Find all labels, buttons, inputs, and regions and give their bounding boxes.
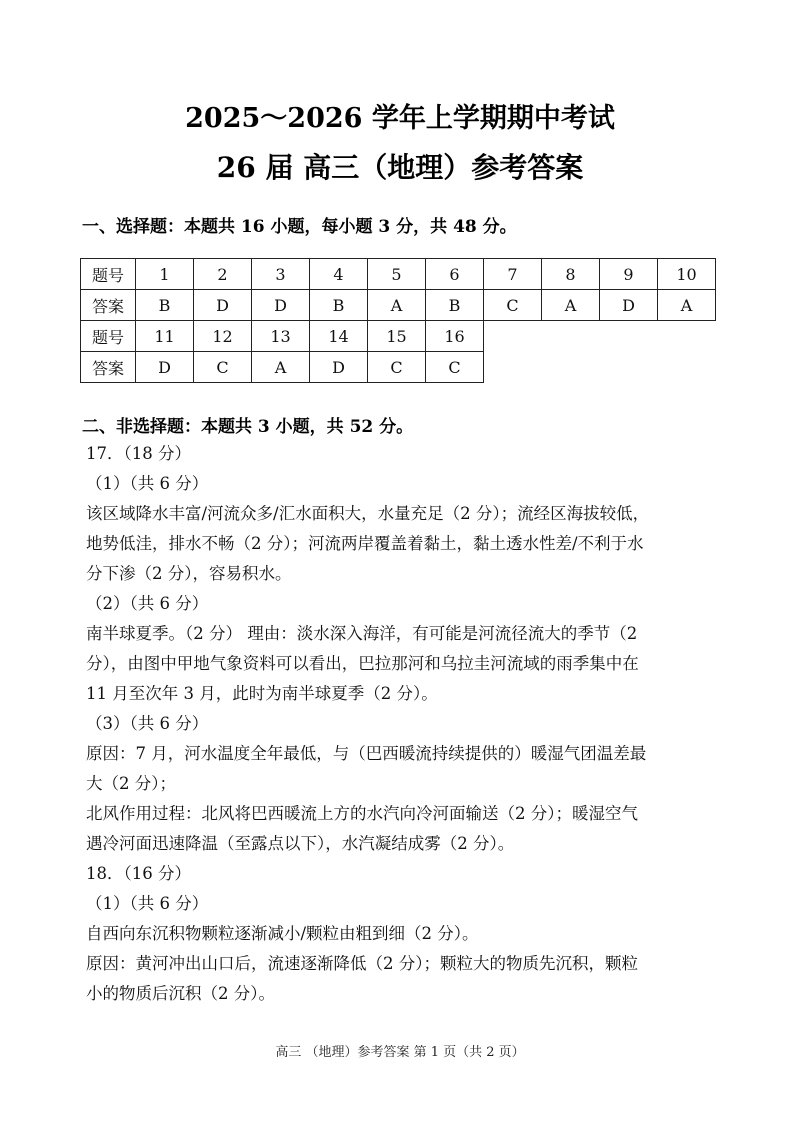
- answer-cell: A: [368, 290, 426, 321]
- answer-text-line: 小的物质后沉积（2 分）。: [86, 984, 275, 1003]
- answer-cell: C: [368, 352, 426, 383]
- question-number-cell: 11: [136, 321, 194, 352]
- page-footer: 高三 （地理）参考答案 第 1 页（共 2 页）: [275, 1045, 525, 1060]
- subquestion-heading: （3）（共 6 分）: [86, 714, 209, 733]
- answer-text-line: 11 月至次年 3 月，此时为南半球夏季（2 分）。: [86, 684, 438, 703]
- question-number-cell: 5: [368, 259, 426, 290]
- answer-row: [81, 352, 484, 383]
- section2-heading: 二、非选择题：本题共 3 小题，共 52 分。: [82, 417, 414, 437]
- question-number-cell: 10: [658, 259, 716, 290]
- answer-cell: D: [194, 290, 252, 321]
- question-number-cell: 7: [484, 259, 542, 290]
- answer-row: [81, 290, 716, 321]
- answer-cell: B: [136, 290, 194, 321]
- answer-cell: B: [310, 290, 368, 321]
- row-label-question: 题号: [81, 321, 136, 352]
- question-number-cell: 6: [426, 259, 484, 290]
- answer-cell: A: [658, 290, 716, 321]
- subquestion-heading: （1）（共 6 分）: [86, 474, 209, 493]
- row-label-answer: 答案: [81, 352, 136, 383]
- answer-text-line: 原因：黄河冲出山口后，流速逐渐降低（2 分）；颗粒大的物质先沉积，颗粒: [86, 954, 638, 973]
- question-number-cell: 15: [368, 321, 426, 352]
- answer-text-line: 北风作用过程：北风将巴西暖流上方的水汽向冷河面输送（2 分）；暖湿空气: [86, 804, 638, 823]
- page-title-line2: 26 届 高三（地理）参考答案: [216, 151, 584, 184]
- answer-cell: C: [194, 352, 252, 383]
- answer-table-2: [80, 320, 484, 383]
- subquestion-heading: （1）（共 6 分）: [86, 894, 209, 913]
- answer-cell: D: [252, 290, 310, 321]
- answer-text-line: 自西向东沉积物颗粒逐渐减小/颗粒由粗到细（2 分）。: [86, 924, 479, 943]
- row-label-answer: 答案: [81, 290, 136, 321]
- answer-table-1: [80, 258, 716, 321]
- answer-text-line: 大（2 分）；: [86, 774, 176, 793]
- question-number-cell: 3: [252, 259, 310, 290]
- answer-cell: A: [542, 290, 600, 321]
- answer-text-line: 分下渗（2 分），容易积水。: [86, 564, 292, 583]
- answer-cell: A: [252, 352, 310, 383]
- answer-text-line: 原因：7 月，河水温度全年最低，与（巴西暖流持续提供的）暖湿气团温差最: [86, 744, 647, 763]
- answer-text-line: 地势低洼，排水不畅（2 分）；河流两岸覆盖着黏土，黏土透水性差/不利于水: [86, 534, 644, 553]
- question-number-cell: 14: [310, 321, 368, 352]
- question-number-row: [81, 259, 716, 290]
- answer-cell: B: [426, 290, 484, 321]
- question-number-row: [81, 321, 484, 352]
- row-label-question: 题号: [81, 259, 136, 290]
- answer-cell: D: [136, 352, 194, 383]
- question-18-heading: 18．（16 分）: [86, 864, 191, 883]
- answer-text-line: 遇冷河面迅速降温（至露点以下），水汽凝结成雾（2 分）。: [86, 834, 515, 853]
- question-number-cell: 13: [252, 321, 310, 352]
- answer-cell: D: [310, 352, 368, 383]
- answer-cell: D: [600, 290, 658, 321]
- answer-text-line: 南半球夏季。（2 分） 理由：淡水深入海洋，有可能是河流径流大的季节（2: [86, 624, 638, 643]
- answer-text-line: 分），由图中甲地气象资料可以看出，巴拉那河和乌拉圭河流域的雨季集中在: [86, 654, 639, 673]
- answer-text-line: 该区域降水丰富/河流众多/汇水面积大，水量充足（2 分）；流经区海拔较低，: [86, 504, 650, 523]
- question-number-cell: 4: [310, 259, 368, 290]
- question-number-cell: 1: [136, 259, 194, 290]
- page-title-line1: 2025～2026 学年上学期期中考试: [185, 103, 615, 134]
- answer-cell: C: [484, 290, 542, 321]
- question-number-cell: 12: [194, 321, 252, 352]
- subquestion-heading: （2）（共 6 分）: [86, 594, 209, 613]
- question-number-cell: 8: [542, 259, 600, 290]
- section1-heading: 一、选择题：本题共 16 小题，每小题 3 分，共 48 分。: [82, 217, 517, 237]
- question-number-cell: 9: [600, 259, 658, 290]
- question-number-cell: 16: [426, 321, 484, 352]
- answer-cell: C: [426, 352, 484, 383]
- question-17-heading: 17．（18 分）: [86, 444, 191, 463]
- question-number-cell: 2: [194, 259, 252, 290]
